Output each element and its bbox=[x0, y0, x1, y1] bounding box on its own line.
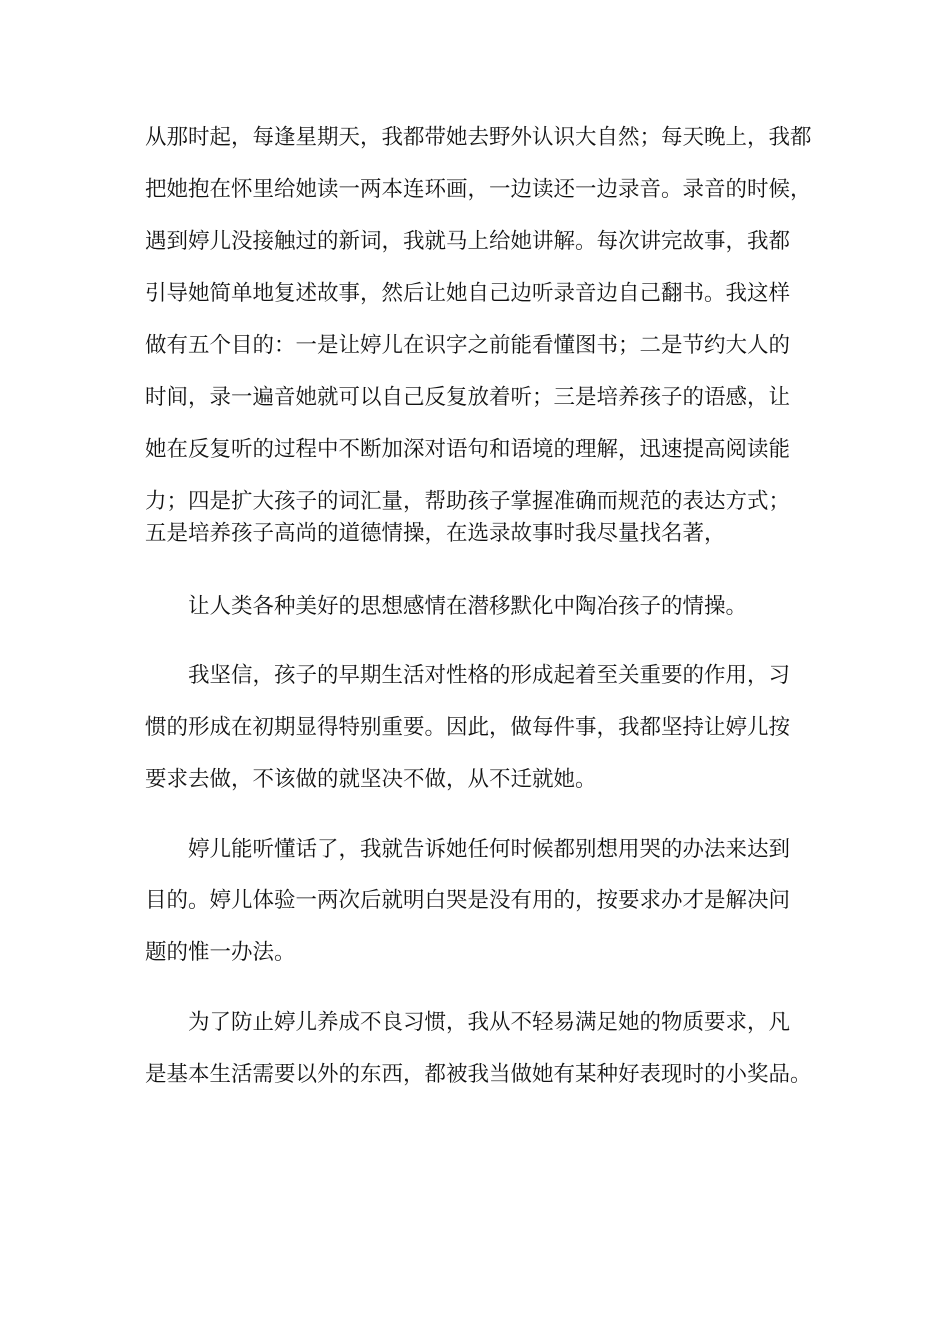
text-line: 目的。婷儿体验一两次后就明白哭是没有用的，按要求办才是解决问 bbox=[145, 888, 791, 913]
text-line: 为了防止婷儿养成不良习惯，我从不轻易满足她的物质要求，凡 bbox=[188, 1010, 791, 1035]
text-line: 是基本生活需要以外的东西，都被我当做她有某种好表现时的小奖品。 bbox=[145, 1062, 812, 1087]
text-line: 让人类各种美好的思想感情在潜移默化中陶冶孩子的情操。 bbox=[188, 594, 748, 619]
text-line: 婷儿能听懂话了，我就告诉她任何时候都别想用哭的办法来达到 bbox=[188, 837, 791, 862]
text-line: 遇到婷儿没接触过的新词，我就马上给她讲解。每次讲完故事，我都 bbox=[145, 229, 791, 254]
text-line: 惯的形成在初期显得特别重要。因此，做每件事，我都坚持让婷儿按 bbox=[145, 715, 791, 740]
text-line: 时间，录一遍音她就可以自己反复放着听；三是培养孩子的语感，让 bbox=[145, 385, 791, 410]
text-line: 力；四是扩大孩子的词汇量，帮助孩子掌握准确而规范的表达方式； bbox=[145, 489, 791, 514]
text-line: 做有五个目的：一是让婷儿在识字之前能看懂图书；二是节约大人的 bbox=[145, 333, 791, 358]
text-line: 把她抱在怀里给她读一两本连环画，一边读还一边录音。录音的时候， bbox=[145, 177, 812, 202]
text-line: 我坚信，孩子的早期生活对性格的形成起着至关重要的作用，习 bbox=[188, 663, 791, 688]
text-line: 五是培养孩子高尚的道德情操，在选录故事时我尽量找名著， bbox=[145, 521, 726, 546]
text-line: 要求去做，不该做的就坚决不做，从不迁就她。 bbox=[145, 767, 597, 792]
text-line: 从那时起，每逢星期天，我都带她去野外认识大自然；每天晚上，我都 bbox=[145, 125, 812, 150]
text-line: 她在反复听的过程中不断加深对语句和语境的理解，迅速提高阅读能 bbox=[145, 437, 791, 462]
text-line: 引导她简单地复述故事，然后让她自己边听录音边自己翻书。我这样 bbox=[145, 281, 791, 306]
text-line: 题的惟一办法。 bbox=[145, 940, 296, 965]
